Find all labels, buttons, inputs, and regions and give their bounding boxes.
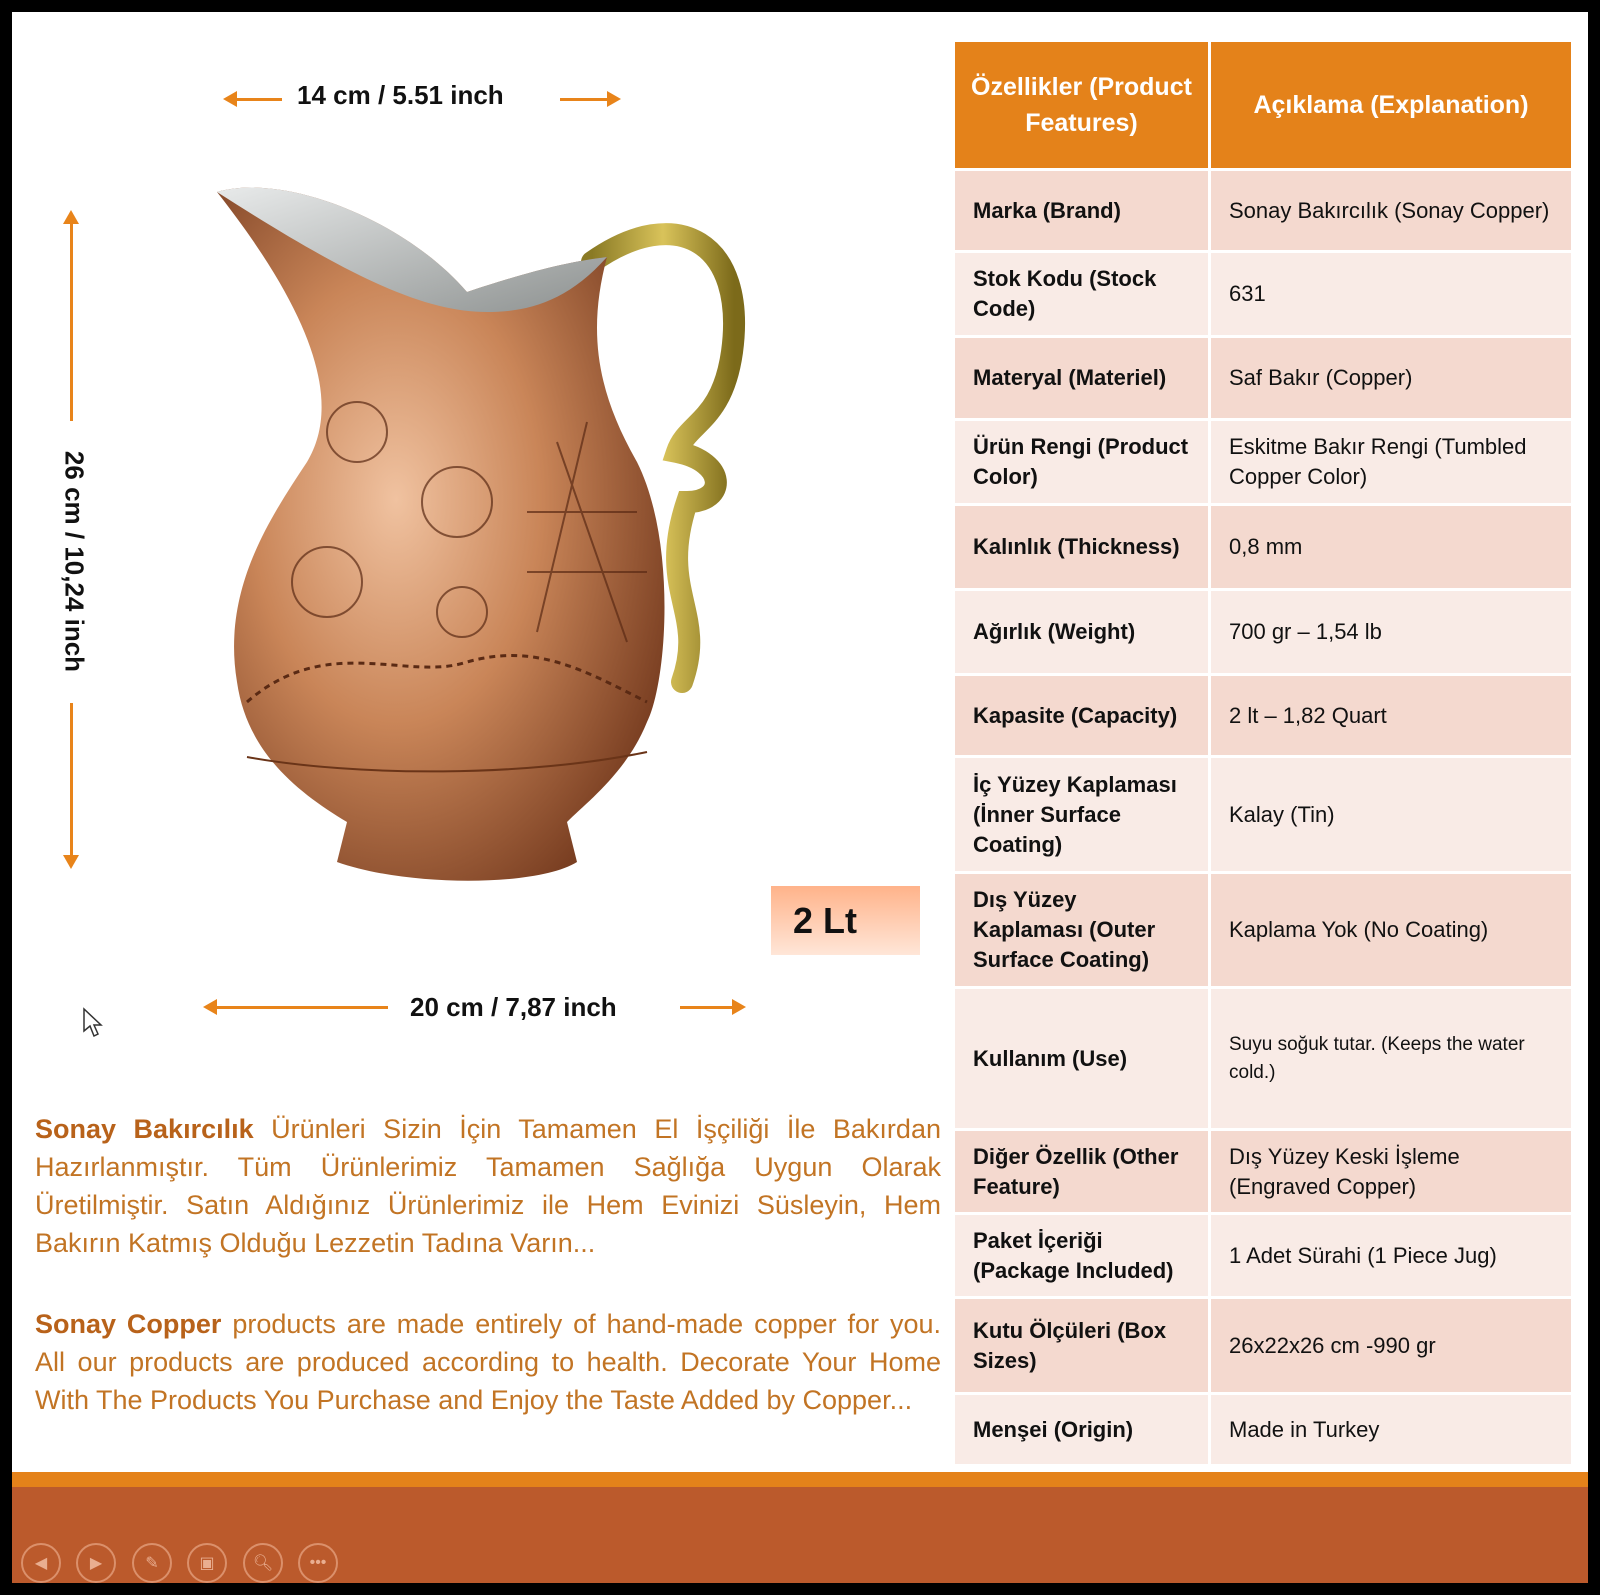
mouse-cursor-icon	[82, 1007, 104, 1039]
arrow-up-icon	[70, 214, 73, 421]
feature-name: İç Yüzey Kaplaması (İnner Surface Coating)	[955, 758, 1208, 871]
table-row	[955, 874, 1571, 986]
description-turkish	[35, 1110, 941, 1262]
slide	[12, 12, 1588, 1583]
feature-value: Dış Yüzey Keski İşleme (Engraved Copper)	[1211, 1131, 1571, 1212]
feature-name: Kalınlık (Thickness)	[955, 506, 1208, 588]
width-dimension: 14 cm / 5.51 inch	[297, 80, 504, 110]
description-english	[35, 1305, 941, 1419]
feature-name: Marka (Brand)	[955, 171, 1208, 250]
see-all-slides-button[interactable]	[187, 1543, 227, 1583]
table-row	[955, 591, 1571, 673]
feature-name: Ürün Rengi (Product Color)	[955, 421, 1208, 503]
feature-name: Kullanım (Use)	[955, 989, 1208, 1128]
feature-name: Menşei (Origin)	[955, 1395, 1208, 1464]
feature-name: Kapasite (Capacity)	[955, 676, 1208, 755]
slides-grid-icon: ▣	[199, 1555, 215, 1572]
brand-name-en: Sonay Copper	[35, 1309, 222, 1339]
table-row	[955, 253, 1571, 335]
feature-value: 700 gr – 1,54 lb	[1211, 591, 1571, 673]
description-en-text: products are made entirely of hand-made copper for you. All our products are produced according to health. Decorate Your Home With The Products You Purchase and Enjoy the Taste Added by Copper...	[35, 1309, 941, 1415]
table-row	[955, 1299, 1571, 1392]
capacity-badge: 2 Lt	[771, 886, 920, 955]
zoom-button[interactable]	[243, 1543, 283, 1583]
product-features-table	[952, 39, 1574, 1467]
header-explanation: Açıklama (Explanation)	[1211, 42, 1571, 168]
pen-button[interactable]	[132, 1543, 172, 1583]
depth-dimension: 20 cm / 7,87 inch	[410, 992, 617, 1022]
previous-slide-button[interactable]	[21, 1543, 61, 1583]
feature-name: Kutu Ölçüleri (Box Sizes)	[955, 1299, 1208, 1392]
feature-value: 631	[1211, 253, 1571, 335]
feature-value: Made in Turkey	[1211, 1395, 1571, 1464]
description-tr-text: Ürünleri Sizin İçin Tamamen El İşçiliği İle Bakırdan Hazırlanmıştır. Tüm Ürünlerimiz Tamamen Sağlığa Uygun Olarak Üretilmiştir. Satın Aldığınız Ürünlerimiz ile Hem Evinizi Süsleyin, Hem Bakırın Katmış Olduğu Lezzetin Tadına Varın...	[35, 1114, 941, 1258]
feature-value: Eskitme Bakır Rengi (Tumbled Copper Color)	[1211, 421, 1571, 503]
feature-value: 0,8 mm	[1211, 506, 1571, 588]
feature-name: Stok Kodu (Stock Code)	[955, 253, 1208, 335]
table-row	[955, 1215, 1571, 1296]
brand-name-tr: Sonay Bakırcılık	[35, 1114, 254, 1144]
feature-name: Diğer Özellik (Other Feature)	[955, 1131, 1208, 1212]
arrow-right-icon	[560, 98, 617, 101]
next-slide-button[interactable]	[76, 1543, 116, 1583]
table-row	[955, 676, 1571, 755]
arrow-left-icon	[227, 98, 282, 101]
feature-value: Suyu soğuk tutar. (Keeps the water cold.)	[1211, 989, 1571, 1128]
next-icon: ▶	[89, 1555, 103, 1572]
table-row	[955, 758, 1571, 871]
feature-value: 2 lt – 1,82 Quart	[1211, 676, 1571, 755]
feature-value: 1 Adet Sürahi (1 Piece Jug)	[1211, 1215, 1571, 1296]
table-row	[955, 1131, 1571, 1212]
feature-name: Dış Yüzey Kaplaması (Outer Surface Coating)	[955, 874, 1208, 986]
feature-name: Materyal (Materiel)	[955, 338, 1208, 418]
arrow-down-icon	[70, 703, 73, 865]
feature-value: Kalay (Tin)	[1211, 758, 1571, 871]
arrow-left-icon	[207, 1006, 388, 1009]
table-row	[955, 421, 1571, 503]
previous-icon: ◀	[34, 1555, 48, 1572]
feature-value: Kaplama Yok (No Coating)	[1211, 874, 1571, 986]
table-row	[955, 171, 1571, 250]
magnifier-icon: 🔍︎	[252, 1555, 274, 1572]
feature-name: Ağırlık (Weight)	[955, 591, 1208, 673]
height-dimension: 26 cm / 10,24 inch	[59, 450, 90, 673]
feature-name: Paket İçeriği (Package Included)	[955, 1215, 1208, 1296]
table-row	[955, 338, 1571, 418]
ellipsis-icon: •••	[309, 1554, 327, 1571]
table-row	[955, 506, 1571, 588]
arrow-right-icon	[680, 1006, 742, 1009]
more-options-button[interactable]	[298, 1543, 338, 1583]
header-features: Özellikler (Product Features)	[955, 42, 1208, 168]
feature-value: Sonay Bakırcılık (Sonay Copper)	[1211, 171, 1571, 250]
table-row	[955, 989, 1571, 1128]
copper-jug-image	[207, 162, 767, 922]
feature-value: Saf Bakır (Copper)	[1211, 338, 1571, 418]
pen-icon: ✎	[145, 1555, 159, 1572]
accent-strip	[12, 1472, 1588, 1487]
table-row	[955, 1395, 1571, 1464]
feature-value: 26x22x26 cm -990 gr	[1211, 1299, 1571, 1392]
